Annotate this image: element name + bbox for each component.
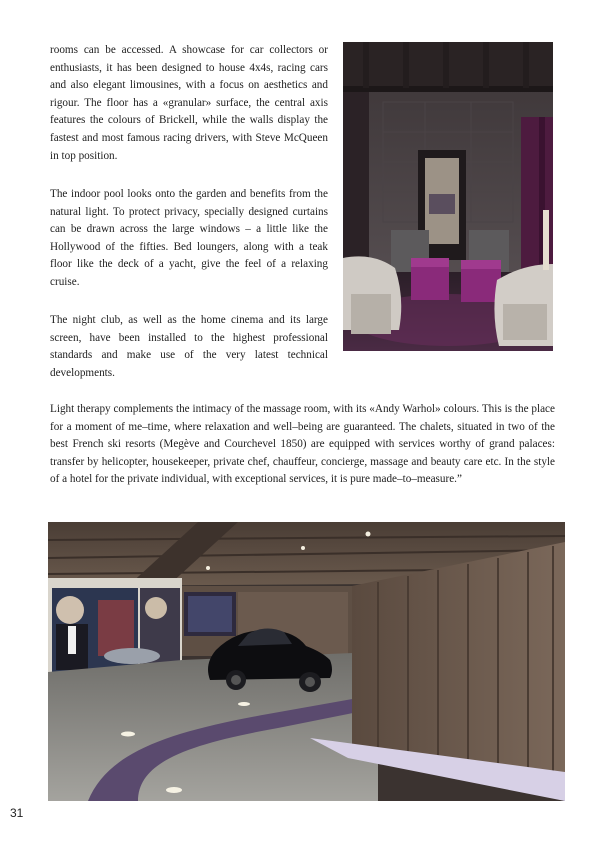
body-paragraph-3: The night club, as well as the home cinema and its large screen, have been installed to the highest professional standards and make use of the very latest technical developments. [50, 314, 328, 379]
page-number: 31 [10, 806, 24, 820]
garage-photo [48, 522, 565, 801]
body-paragraph-1: rooms can be accessed. A showcase for car collectors or enthusiasts, it has been designed to house 4x4s, racing cars and also elegant limousines, with a focus on aesthetics and rigour. The floor has a «granular» surface, the central axis features the colours of Brickell, while the walls display the fastest and most famous racing drivers, with Steve McQueen in top position. [50, 44, 328, 162]
lounge-photo [343, 42, 553, 351]
body-paragraph-4: Light therapy complements the intimacy of the massage room, with its «Andy Warhol» colours. This is the place for a moment of me–time, where relaxation and well–being are guaranteed. The chalets, situated in two of the best French ski resorts (Megève and Courchevel 1850) are equipped with services worthy of grand palaces: transfer by helicopter, housekeeper, private chef, chauffeur, concierge, massage and beauty care etc. In the style of a hotel for the private individual, with exceptional services, it is pure made–to–measure.” [50, 403, 555, 486]
lounge-illustration [343, 42, 553, 351]
body-paragraph-2: The indoor pool looks onto the garden and benefits from the natural light. To protect privacy, specially designed curtains can be drawn across the large windows – a little like the Hollywood of the fifties. Bed loungers, along with a teak floor like the deck of a yacht, give the feel of a relaxing cruise. [50, 188, 328, 288]
garage-illustration [48, 522, 565, 801]
